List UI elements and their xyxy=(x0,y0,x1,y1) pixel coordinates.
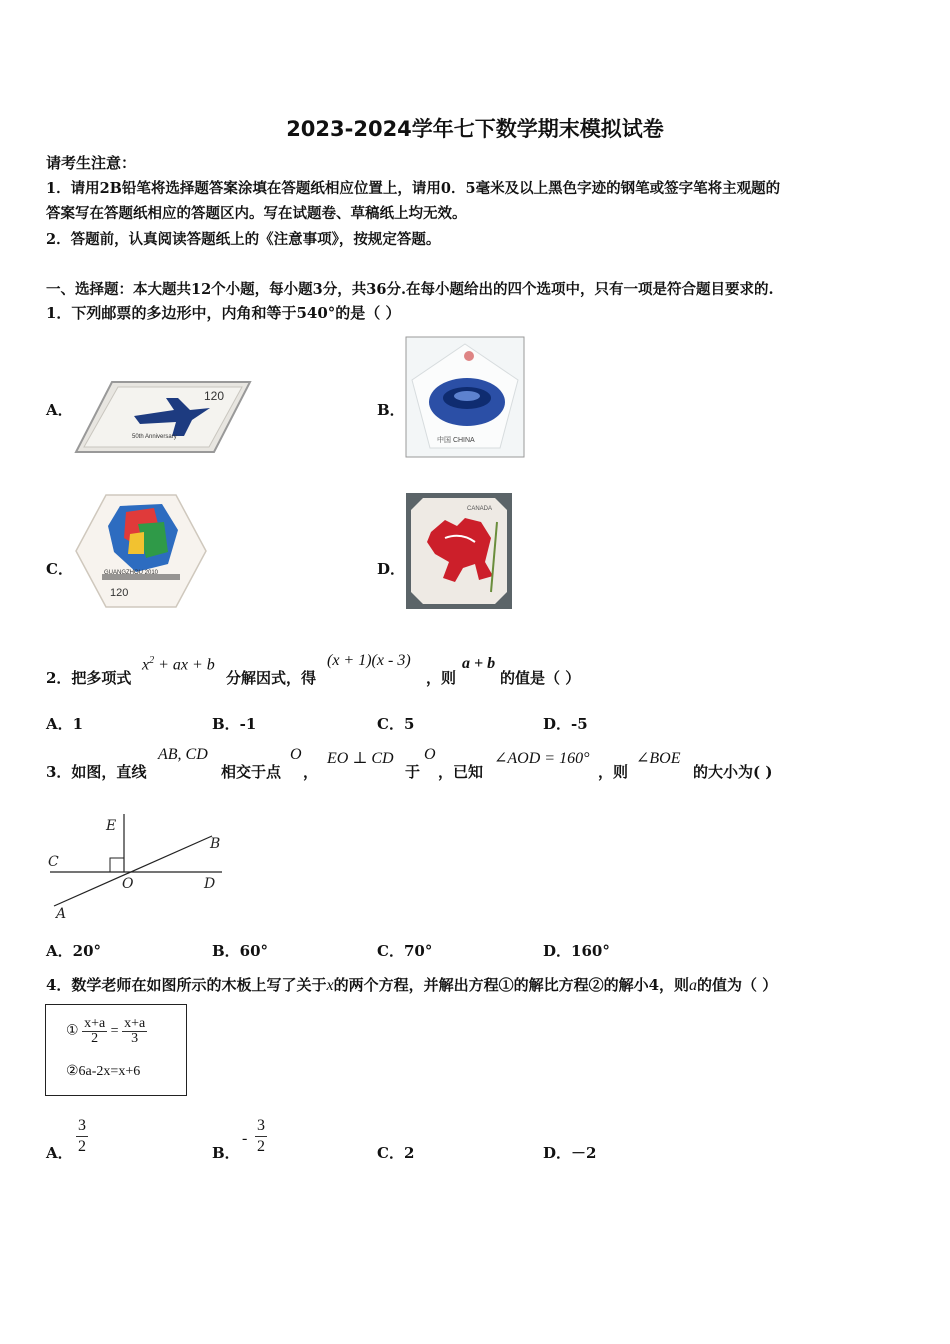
q3-angle-boe: ∠BOE xyxy=(636,750,681,767)
stamp-c-hexagon xyxy=(74,492,208,610)
q4-option-b-label: B． xyxy=(212,1144,240,1162)
q4-board xyxy=(45,1004,187,1096)
q3-label-d: D xyxy=(204,876,216,892)
q1-option-a-label: A． xyxy=(46,401,73,419)
q3-angle-aod: ∠AOD = 160° xyxy=(494,750,590,767)
notice-heading: 请考生注意： xyxy=(46,154,137,172)
q2-sum-expr: a + b xyxy=(462,655,496,672)
stamp-c-text: GUANGZHOU 2010 xyxy=(104,570,159,576)
q4-option-b-sign: - xyxy=(242,1130,248,1147)
q3-perpendicular: EO ⊥ CD xyxy=(327,750,394,767)
q3-figure xyxy=(44,808,234,924)
q1-stem: 1．下列邮票的多边形中，内角和等于540°的是（ ） xyxy=(46,304,401,322)
q3-point-o: O xyxy=(290,746,302,763)
stamp-d-text: CANADA xyxy=(467,506,493,512)
q3-label-e: E xyxy=(106,818,117,834)
q1-option-b-label: B． xyxy=(377,401,405,419)
q4-option-a-fraction: 3 2 xyxy=(78,1117,86,1155)
q4-option-c: C．2 xyxy=(377,1144,415,1162)
q3-text-3: ， xyxy=(303,763,319,781)
q4-equation-1: ① $\frac{x+a}{2}$ = $\frac{x+a}{3}$ xyxy=(66,1016,146,1046)
q3-option-d: D．160° xyxy=(543,942,610,960)
stamp-b-text: 中国 CHINA xyxy=(437,437,475,444)
stamp-a-value: 120 xyxy=(204,389,225,403)
stamp-c-value: 120 xyxy=(110,587,129,599)
section-heading: 一、选择题：本大题共12个小题，每小题3分，共36分.在每小题给出的四个选项中，只有一项是符合题目要求的. xyxy=(46,281,774,298)
page-title: 2023-2024学年七下数学期末模拟试卷 xyxy=(286,117,664,141)
q2-text-1: 2．把多项式 xyxy=(46,669,132,687)
q4-option-d: D．－2 xyxy=(543,1144,597,1162)
q2-polynomial: $x^2$ + ax + b xyxy=(142,655,215,674)
q3-lines: AB, CD xyxy=(158,746,208,763)
q2-option-b: B．-1 xyxy=(212,715,257,733)
q3-option-b: B．60° xyxy=(212,942,269,960)
q4-stem: 4．数学老师在如图所示的木板上写了关于x的两个方程，并解出方程①的解比方程②的解小4，则a的值为（ ） xyxy=(46,976,778,994)
q3-label-c: C xyxy=(48,854,59,870)
q3-option-a: A．20° xyxy=(46,942,102,960)
q2-option-c: C．5 xyxy=(377,715,415,733)
q4-option-b-fraction: 3 2 xyxy=(257,1117,265,1155)
q3-label-b: B xyxy=(210,836,221,852)
q3-label-o: O xyxy=(122,876,134,892)
q4-equation-2: ②6a-2x=x+6 xyxy=(66,1064,141,1079)
q3-text-1: 3．如图，直线 xyxy=(46,763,147,781)
stamp-d-octagon xyxy=(405,492,513,610)
q3-point-o-2: O xyxy=(424,746,436,763)
q4-circle-1: ① xyxy=(66,1023,79,1039)
q2-text-3: ，则 xyxy=(426,669,457,687)
q3-text-6: ，则 xyxy=(598,763,629,781)
q3-text-4: 于 xyxy=(405,763,421,781)
q3-text-2: 相交于点 xyxy=(221,763,282,781)
q3-option-c: C．70° xyxy=(377,942,433,960)
notice-line-2: 答案写在答题纸相应的答题区内。写在试题卷、草稿纸上均无效。 xyxy=(46,205,467,222)
q2-text-4: 的值是（ ） xyxy=(500,669,581,687)
q2-factored: (x + 1)(x - 3) xyxy=(327,652,411,669)
notice-line-1: 1．请用2B铅笔将选择题答案涂填在答题纸相应位置上，请用0．5毫米及以上黑色字迹的钢笔或签字笔将主观题的 xyxy=(46,180,781,197)
q3-label-a: A xyxy=(56,906,67,922)
q2-option-d: D．-5 xyxy=(543,715,588,733)
q4-option-a-label: A． xyxy=(46,1144,73,1162)
q3-text-7: 的大小为( ) xyxy=(693,763,773,781)
stamp-a-parallelogram xyxy=(74,380,252,454)
stamp-a-text: 50th Anniversary xyxy=(132,434,177,440)
q1-option-c-label: C． xyxy=(46,560,73,578)
stamp-b-pentagon xyxy=(405,336,525,458)
q2-text-2: 分解因式，得 xyxy=(226,669,317,687)
q2-option-a: A．1 xyxy=(46,715,84,733)
q1-option-d-label: D． xyxy=(377,560,406,578)
notice-line-3: 2．答题前，认真阅读答题纸上的《注意事项》，按规定答题。 xyxy=(46,231,441,248)
q3-text-5: ，已知 xyxy=(438,763,484,781)
